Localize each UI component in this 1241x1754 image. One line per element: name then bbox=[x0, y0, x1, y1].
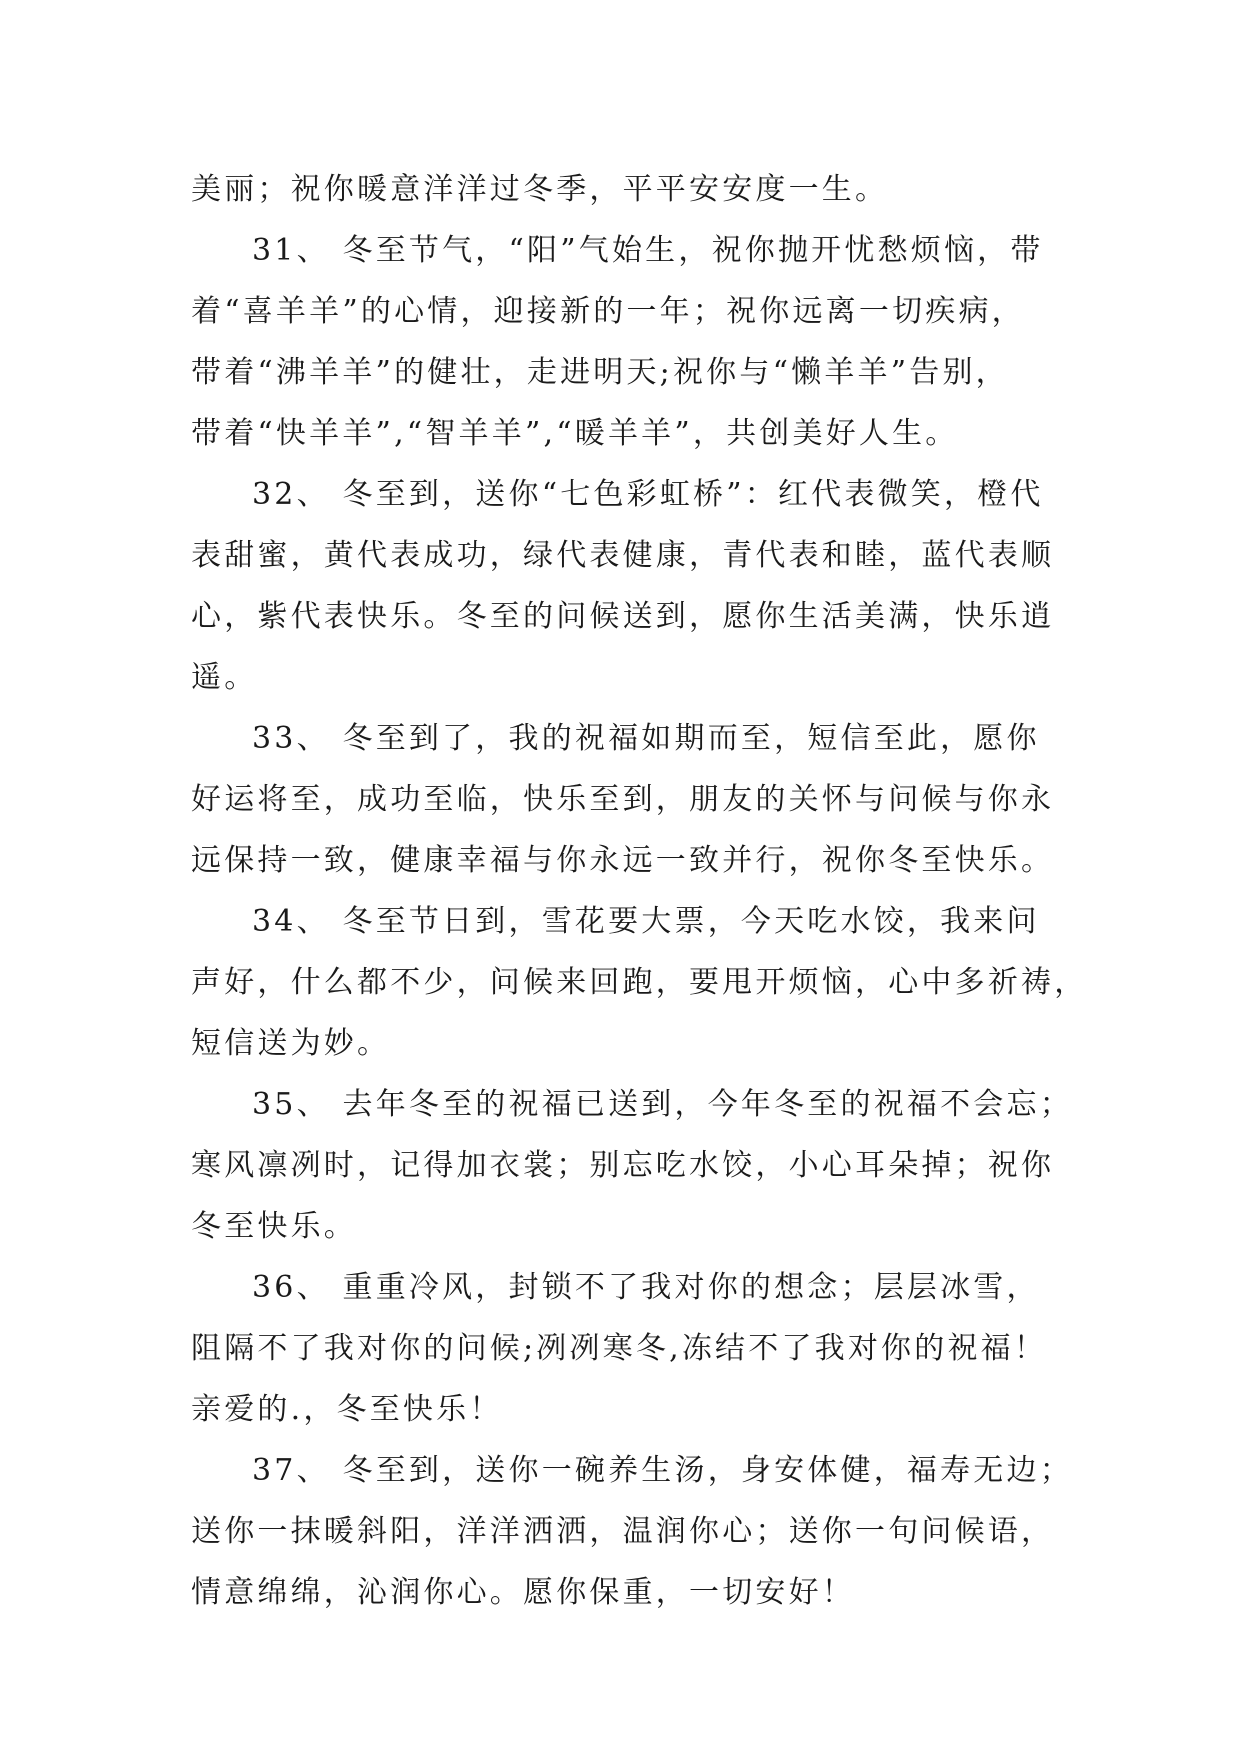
text-line: 带着“沸羊羊”的健壮，走进明天;祝你与“懒羊羊”告别， bbox=[191, 355, 1009, 390]
paragraph-31 bbox=[191, 220, 1071, 464]
document-body bbox=[191, 159, 1088, 1623]
text-line: 33、 冬至到了，我的祝福如期而至，短信至此，愿你 bbox=[252, 721, 1040, 756]
text-line: 寒风凛冽时，记得加衣裳；别忘吃水饺，小心耳朵掉；祝你 bbox=[191, 1148, 1055, 1183]
text-line: 表甜蜜，黄代表成功，绿代表健康，青代表和睦，蓝代表顺 bbox=[191, 538, 1055, 573]
paragraph-continuation bbox=[191, 159, 1071, 220]
paragraph-34 bbox=[191, 891, 1088, 1074]
text-line: 34、 冬至节日到，雪花要大票，今天吃水饺，我来问 bbox=[252, 904, 1040, 939]
text-line: 好运将至，成功至临，快乐至到，朋友的关怀与问候与你永 bbox=[191, 782, 1055, 817]
text-line: 声好，什么都不少，问候来回跑，要甩开烦恼，心中多祈祷， bbox=[191, 965, 1088, 1000]
text-line: 36、 重重冷风，封锁不了我对你的想念；层层冰雪， bbox=[252, 1270, 1040, 1305]
text-line: 35、 去年冬至的祝福已送到，今年冬至的祝福不会忘； bbox=[252, 1087, 1073, 1122]
paragraph-32 bbox=[191, 464, 1071, 708]
text-line: 送你一抹暖斜阳，洋洋洒洒，温润你心；送你一句问候语， bbox=[191, 1514, 1055, 1549]
text-line: 阻隔不了我对你的问候;冽冽寒冬,冻结不了我对你的祝福！ bbox=[191, 1331, 1048, 1366]
text-line: 带着“快羊羊”,“智羊羊”,“暖羊羊”，共创美好人生。 bbox=[191, 416, 959, 451]
text-line: 37、 冬至到，送你一碗养生汤，身安体健，福寿无边； bbox=[252, 1453, 1073, 1488]
paragraph-35 bbox=[191, 1074, 1071, 1257]
text-line: 遥。 bbox=[191, 660, 258, 695]
paragraph-33 bbox=[191, 708, 1071, 891]
paragraph-37 bbox=[191, 1440, 1071, 1623]
text-line: 31、 冬至节气，“阳”气始生，祝你抛开忧愁烦恼，带 bbox=[252, 233, 1044, 268]
text-line: 远保持一致，健康幸福与你永远一致并行，祝你冬至快乐。 bbox=[191, 843, 1055, 878]
text-line: 短信送为妙。 bbox=[191, 1026, 391, 1061]
text-line: 美丽；祝你暖意洋洋过冬季，平平安安度一生。 bbox=[191, 172, 889, 207]
text-line: 亲爱的.，冬至快乐！ bbox=[191, 1392, 503, 1427]
text-line: 着“喜羊羊”的心情，迎接新的一年；祝你远离一切疾病， bbox=[191, 294, 1025, 329]
text-line: 32、 冬至到，送你“七色彩虹桥”：红代表微笑，橙代 bbox=[252, 477, 1044, 512]
text-line: 心，紫代表快乐。冬至的问候送到，愿你生活美满，快乐逍 bbox=[191, 599, 1055, 634]
text-line: 情意绵绵，沁润你心。愿你保重，一切安好！ bbox=[191, 1575, 855, 1610]
paragraph-36 bbox=[191, 1257, 1071, 1440]
text-line: 冬至快乐。 bbox=[191, 1209, 357, 1244]
